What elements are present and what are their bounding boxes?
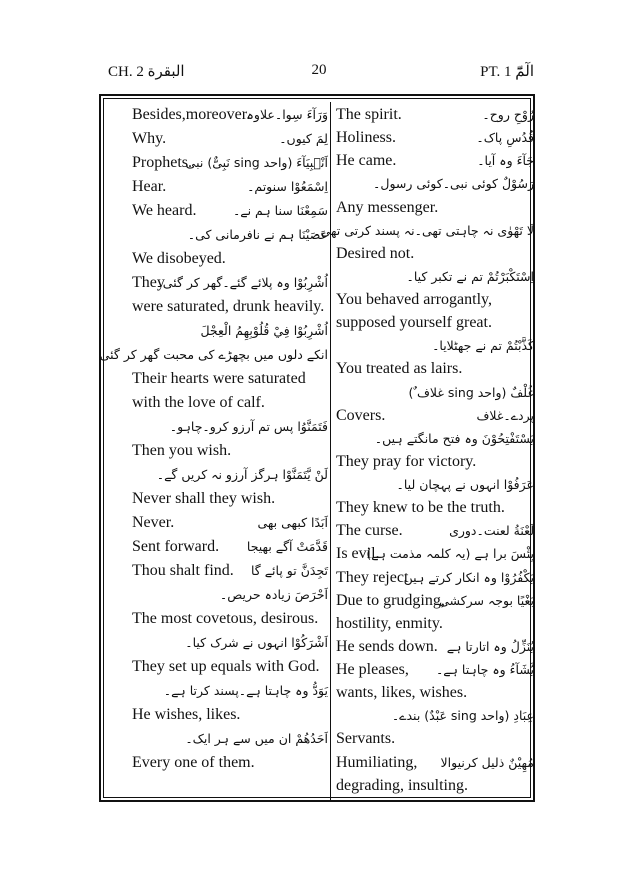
english-gloss: He pleases, — [336, 661, 409, 678]
english-line: He wishes, likes. — [132, 706, 241, 723]
arabic-urdu-line: رَسُوْلٌ کوئی نبی۔کوئی رسول۔ — [373, 176, 534, 192]
glossary-entry — [336, 751, 534, 774]
urdu-gloss: يَكْفُرُوْا وہ انکار کرتے ہیں — [403, 569, 534, 585]
glossary-entry — [132, 175, 328, 199]
english-gloss: Besides,moreover. — [132, 106, 251, 123]
english-line: Then you wish. — [132, 442, 232, 459]
glossary-entry — [336, 542, 534, 565]
english-gloss: Why. — [132, 130, 167, 147]
english-gloss: They — [132, 274, 165, 291]
english-gloss: Prophets. — [132, 154, 192, 171]
urdu-gloss: قَدَّمَتْ آگے بھیجا — [246, 539, 328, 554]
urdu-gloss: يُنَزِّلُ وہ اتارتا ہے — [446, 638, 534, 654]
glossary-entry — [336, 427, 534, 450]
glossary-entry — [336, 612, 534, 635]
english-line: They set up equals with God. — [132, 658, 320, 675]
urdu-gloss: اَبَدًا کبھی بھی — [257, 515, 328, 530]
urdu-gloss: بِئْسَ برا ہے (یہ کلمہ مذمت ہے) — [366, 546, 534, 562]
glossary-entry — [132, 223, 328, 247]
glossary-entry — [132, 199, 328, 223]
page-frame — [99, 94, 535, 802]
urdu-gloss: لِمَ کیوں۔ — [279, 131, 328, 146]
glossary-entry — [132, 151, 328, 175]
urdu-gloss: رُوْحِ روح۔ — [482, 107, 534, 122]
arabic-urdu-line: عَرَفُوْا انہوں نے پہچان لیا۔ — [396, 477, 534, 492]
arabic-urdu-line: لَا تَهْوٰی نہ چاہتی تھی۔نہ پسند کرتی تھی۔ — [313, 222, 534, 238]
arabic-urdu-line: يَوَدُّ وہ چاہتا ہے۔پسند کرتا ہے۔ — [163, 683, 328, 698]
arabic-urdu-line: اَحْرَصَ زیادہ حریص۔ — [219, 587, 328, 602]
glossary-entry — [336, 381, 534, 404]
glossary-entry — [132, 271, 328, 295]
page-header — [0, 62, 638, 88]
arabic-urdu-line: لَنْ يَّتَمَنَّوْا ہرگز آرزو نہ کریں گے۔ — [156, 467, 328, 482]
english-gloss: The curse. — [336, 522, 403, 540]
glossary-entry — [132, 463, 328, 487]
glossary-entry — [132, 439, 328, 463]
english-line: Any messenger. — [336, 198, 439, 216]
glossary-entry — [132, 415, 328, 439]
urdu-gloss: وَرَآءَ سِوا۔علاوہ — [246, 107, 328, 122]
glossary-entry — [132, 247, 328, 271]
english-line: Desired not. — [336, 244, 415, 262]
english-gloss: The spirit. — [336, 106, 402, 123]
english-line: Never shall they wish. — [132, 490, 276, 507]
glossary-entry — [132, 487, 328, 511]
glossary-entry — [132, 127, 328, 151]
glossary-entry — [132, 511, 328, 535]
glossary-entry — [132, 607, 328, 631]
column-divider — [330, 102, 331, 800]
english-line: They pray for victory. — [336, 452, 477, 470]
arabic-urdu-line: يَسْتَفْتِحُوْنَ وہ فتح مانگتے ہیں۔ — [374, 430, 534, 446]
arabic-urdu-line: اَحَدُهُمْ ان میں سے ہر ایک۔ — [185, 731, 328, 746]
english-gloss: Due to grudging, — [336, 591, 445, 609]
glossary-entry — [132, 727, 328, 751]
glossary-entry — [132, 751, 328, 775]
english-gloss: Hear. — [132, 178, 167, 195]
glossary-entry — [132, 391, 328, 415]
glossary-entry — [336, 172, 534, 195]
english-line: They knew to be the truth. — [336, 499, 505, 517]
glossary-entry — [132, 295, 328, 319]
arabic-urdu-line: عَصَيْنَا ہم نے نافرمانی کی۔ — [187, 227, 328, 242]
glossary-entry — [336, 334, 534, 357]
glossary-entry — [336, 103, 534, 126]
english-line: You behaved arrogantly, — [336, 291, 492, 308]
glossary-entry — [132, 631, 328, 655]
inner-frame — [99, 98, 534, 798]
english-gloss: Sent forward. — [132, 538, 220, 555]
glossary-entry — [336, 774, 534, 797]
glossary-entry — [336, 311, 534, 334]
english-line: with the love of calf. — [132, 394, 265, 411]
urdu-gloss: قُدُسِ پاک۔ — [476, 130, 534, 146]
glossary-entry — [336, 566, 534, 589]
english-gloss: Holiness. — [336, 129, 396, 147]
glossary-entry — [336, 149, 534, 172]
glossary-entry — [313, 219, 534, 242]
arabic-urdu-line: فَتَمَنَّوُا پس تم آرزو کرو۔چاہو۔ — [169, 419, 328, 434]
urdu-gloss: اُشْرِبُوْا وہ پلائے گئے۔گھر کر گئی۔ — [155, 275, 328, 290]
glossary-entry — [336, 404, 534, 427]
glossary-entry — [336, 196, 534, 219]
glossary-entry — [132, 535, 328, 559]
english-line: degrading, insulting. — [336, 776, 468, 794]
glossary-entry — [336, 265, 534, 288]
glossary-entry — [132, 583, 328, 607]
urdu-gloss: پردے۔غلاف — [476, 407, 534, 423]
english-gloss: Humiliating, — [336, 753, 418, 771]
part-label: PT. 1 الٓمّٓ — [480, 64, 534, 80]
english-gloss: He came. — [336, 152, 397, 170]
glossary-entry — [132, 559, 328, 583]
glossary-entry — [336, 704, 534, 727]
glossary-entry — [336, 727, 534, 750]
glossary-entry — [336, 126, 534, 149]
arabic-urdu-line: اُشْرِبُوْا فِيْ قُلُوْبِهِمُ الْعِجْلَ — [200, 323, 328, 338]
urdu-gloss: اَنْۢبِيَآءَ (واحد sing نَبِیٌّ) نبی — [185, 155, 328, 170]
english-line: Their hearts were saturated — [132, 370, 306, 387]
arabic-urdu-line: عِبَادِ (واحد sing عَبْدٌ) بندے۔ — [391, 708, 534, 724]
english-line: hostility, enmity. — [336, 614, 443, 632]
glossary-entry — [336, 450, 534, 473]
glossary-entry — [336, 635, 534, 658]
glossary-entry — [336, 242, 534, 265]
urdu-gloss: اِسْمَعُوْا سنوتم۔ — [247, 179, 328, 194]
english-line: were saturated, drunk heavily. — [132, 298, 325, 315]
glossary-entry — [336, 681, 534, 704]
arabic-urdu-line: كَذَّبْتُمْ تم نے جھٹلایا۔ — [432, 338, 534, 354]
english-line: Every one of them. — [132, 754, 255, 771]
page-number: 20 — [311, 62, 327, 78]
arabic-urdu-line: اَشْرَكُوْا انہوں نے شرک کیا۔ — [185, 635, 328, 650]
glossary-entry — [336, 288, 534, 311]
english-line: Servants. — [336, 730, 396, 748]
glossary-entry — [132, 367, 328, 391]
glossary-entry — [336, 357, 534, 380]
glossary-entry — [336, 473, 534, 496]
glossary-entry — [336, 589, 534, 612]
english-gloss: Is evil. — [336, 545, 380, 563]
english-gloss: He sends down. — [336, 637, 438, 655]
glossary-entry — [336, 496, 534, 519]
arabic-urdu-line: غُلْفٌ (واحد sing غلاف ٌ) — [408, 384, 534, 400]
glossary-entry — [132, 655, 328, 679]
english-gloss: Thou shalt find. — [132, 562, 234, 579]
arabic-urdu-line: انکے دلوں میں بچھڑے کی محبت گھر کر گئی — [99, 347, 328, 362]
english-line: supposed yourself great. — [336, 314, 492, 332]
english-gloss: We heard. — [132, 202, 197, 219]
left-column — [99, 103, 328, 775]
urdu-gloss: مُهِيْنٌ ذلیل کرنیوالا — [440, 754, 534, 770]
glossary-entry — [132, 103, 328, 127]
urdu-gloss: لَعْنَةُ لعنت۔دوری — [449, 523, 534, 539]
glossary-entry — [132, 319, 328, 343]
english-line: You treated as lairs. — [336, 360, 463, 378]
urdu-gloss: سَمِعْنَا سنا ہم نے۔ — [232, 203, 328, 218]
glossary-entry — [99, 343, 328, 367]
english-gloss: They reject — [336, 568, 409, 586]
english-gloss: Covers. — [336, 406, 386, 424]
right-column — [313, 103, 534, 797]
english-line: wants, likes, wishes. — [336, 684, 468, 702]
glossary-entry — [132, 679, 328, 703]
glossary-entry — [132, 703, 328, 727]
glossary-entry — [336, 519, 534, 542]
english-line: We disobeyed. — [132, 250, 226, 267]
glossary-entry — [336, 658, 534, 681]
english-gloss: Never. — [132, 514, 175, 531]
chapter-label: CH. 2 البقرة — [108, 64, 185, 80]
english-line: The most covetous, desirous. — [132, 610, 319, 627]
urdu-gloss: جَآءَ وہ آیا۔ — [477, 153, 534, 169]
arabic-urdu-line: اِسْتَكْبَرْتُمْ تم نے تکبر کیا۔ — [406, 268, 534, 284]
urdu-gloss: يَّشَآءُ وہ چاہتا ہے۔ — [435, 662, 534, 677]
urdu-gloss: تَجِدَنَّ تو پائے گا — [251, 563, 328, 578]
urdu-gloss: بَغْيًا بوجہ سرکشی — [439, 592, 534, 608]
